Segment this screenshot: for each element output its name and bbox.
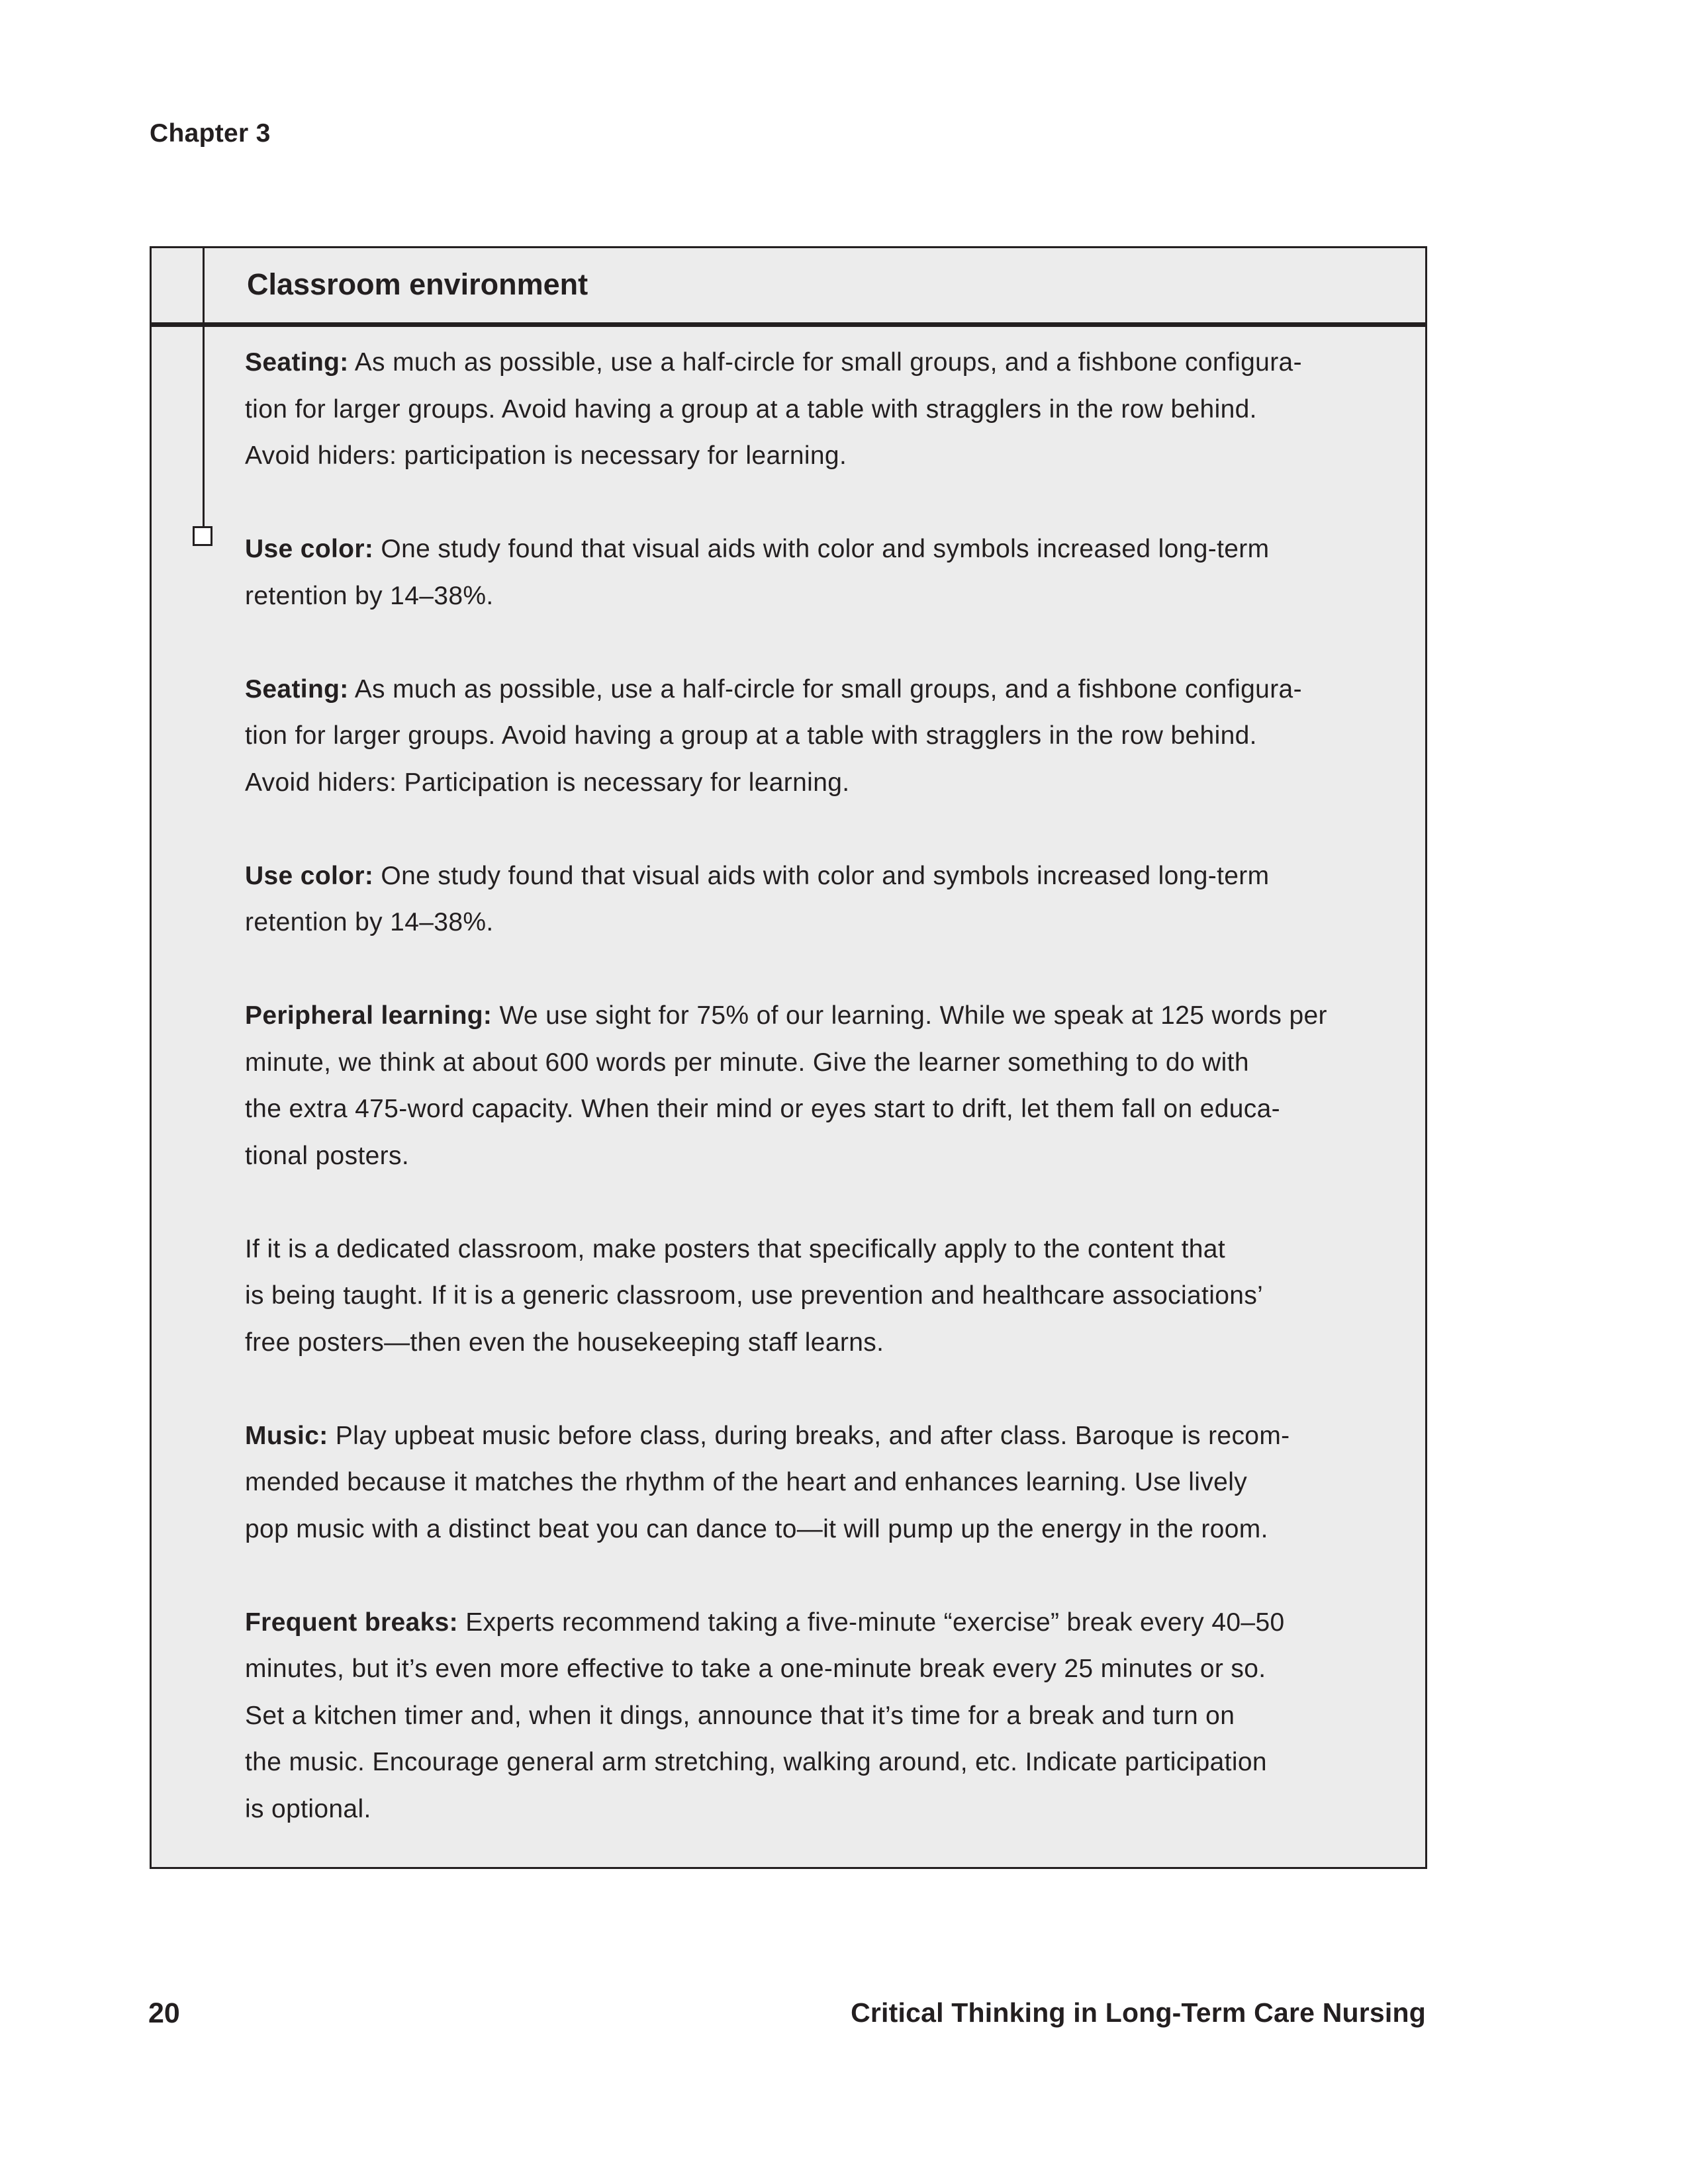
box-header xyxy=(152,248,1425,327)
text-line: mended because it matches the rhythm of the heart and enhances learning. Use lively xyxy=(245,1468,1248,1496)
text-line: Use color: One study found that visual aids with color and symbols increased long-term xyxy=(245,861,1270,890)
text-line: tion for larger groups. Avoid having a group at a table with stragglers in the row behind. xyxy=(245,394,1257,424)
paragraph-peripheral-learning xyxy=(245,993,1410,1179)
text-line: Frequent breaks: Experts recommend taking a five-minute “exercise” break every 40–50 xyxy=(245,1608,1285,1637)
text-line: Seating: As much as possible, use a half-circle for small groups, and a fishbone configura- xyxy=(245,348,1302,377)
paragraph-music xyxy=(245,1413,1410,1553)
paragraph-frequent-breaks xyxy=(245,1600,1410,1833)
running-footer-title: Critical Thinking in Long-Term Care Nursing xyxy=(851,1997,1426,2028)
paragraph-use-color xyxy=(245,526,1410,619)
page-number: 20 xyxy=(148,1997,180,2029)
text-line: retention by 14–38%. xyxy=(245,908,494,936)
text-line: pop music with a distinct beat you can dance to—it will pump up the energy in the room. xyxy=(245,1514,1268,1543)
classroom-environment-box xyxy=(150,246,1427,1869)
text-line: Avoid hiders: Participation is necessary for learning. xyxy=(245,768,850,797)
text-line: minutes, but it’s even more effective to take a one-minute break every 25 minutes or so. xyxy=(245,1655,1266,1683)
text-line: the extra 475-word capacity. When their mind or eyes start to drift, let them fall on educa- xyxy=(245,1095,1281,1123)
text-line: tion for larger groups. Avoid having a group at a table with stragglers in the row behind. xyxy=(245,721,1257,750)
text-line: is being taught. If it is a generic classroom, use prevention and healthcare associations’ xyxy=(245,1281,1264,1310)
margin-rule xyxy=(203,248,205,527)
text-line: the music. Encourage general arm stretching, walking around, etc. Indicate participation xyxy=(245,1748,1267,1776)
box-content xyxy=(245,340,1410,1833)
paragraph-posters xyxy=(245,1226,1410,1367)
text-line: Music: Play upbeat music before class, during breaks, and after class. Baroque is recom- xyxy=(245,1421,1290,1450)
paragraph-seating xyxy=(245,340,1410,480)
text-line: minute, we think at about 600 words per minute. Give the learner something to do with xyxy=(245,1048,1249,1077)
paragraph-seating-repeat xyxy=(245,666,1410,807)
box-title: Classroom environment xyxy=(247,267,588,301)
text-line: free posters—then even the housekeeping staff learns. xyxy=(245,1328,884,1357)
square-bullet-icon xyxy=(193,526,212,546)
text-line: Avoid hiders: participation is necessary for learning. xyxy=(245,441,847,470)
text-line: retention by 14–38%. xyxy=(245,581,494,610)
chapter-label: Chapter 3 xyxy=(150,119,271,148)
text-line: Use color: One study found that visual aids with color and symbols increased long-term xyxy=(245,535,1270,563)
text-line: is optional. xyxy=(245,1794,371,1823)
text-line: Set a kitchen timer and, when it dings, announce that it’s time for a break and turn on xyxy=(245,1701,1235,1730)
text-line: If it is a dedicated classroom, make posters that specifically apply to the content that xyxy=(245,1234,1226,1263)
text-line: tional posters. xyxy=(245,1141,410,1170)
text-line: Seating: As much as possible, use a half-circle for small groups, and a fishbone configura- xyxy=(245,674,1302,704)
text-line: Peripheral learning: We use sight for 75% of our learning. While we speak at 125 words per xyxy=(245,1001,1327,1030)
paragraph-use-color-repeat xyxy=(245,853,1410,946)
